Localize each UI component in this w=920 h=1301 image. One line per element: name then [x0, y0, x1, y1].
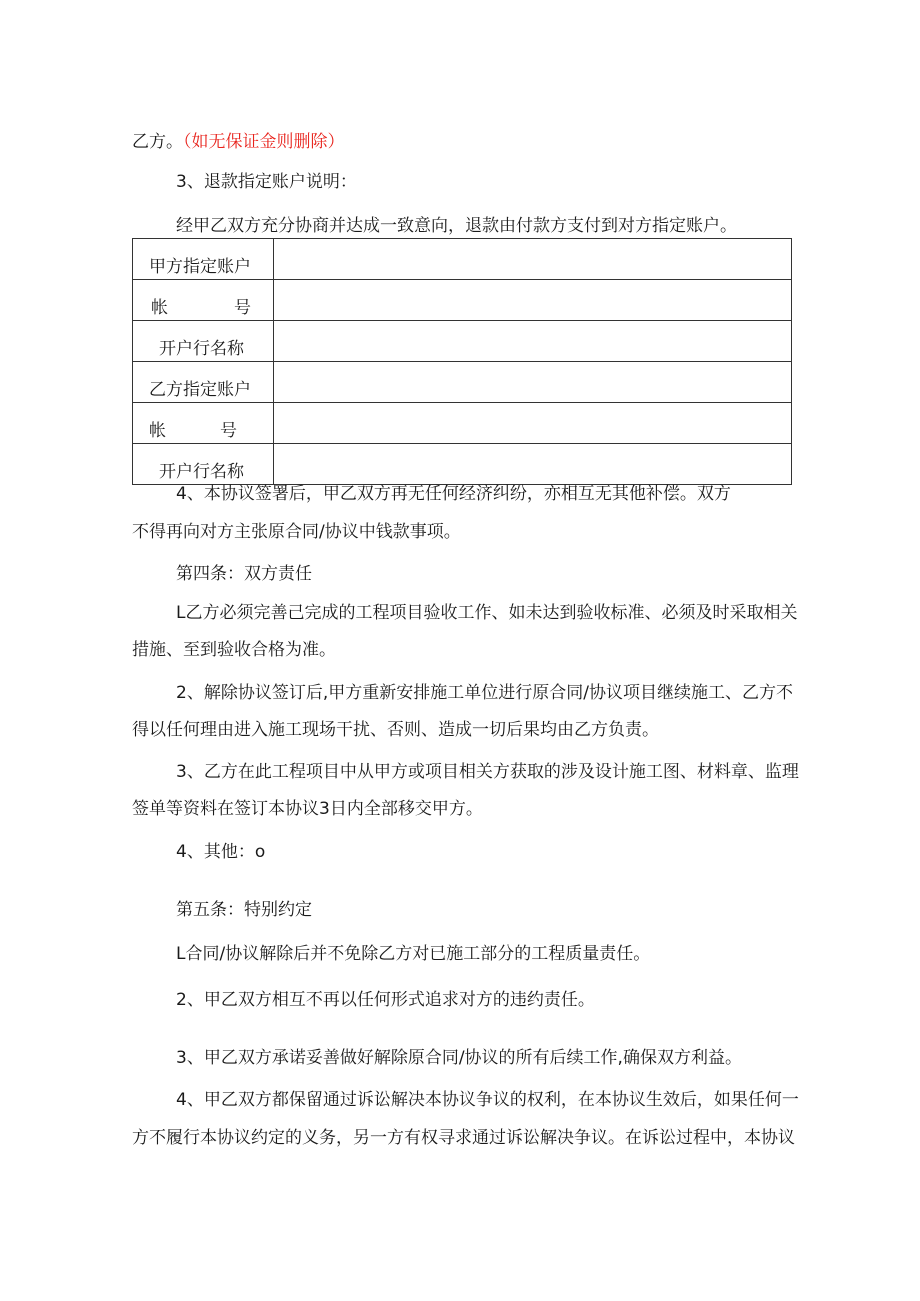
number-label-char-2: 号 — [220, 421, 237, 441]
article-5-item-1: L合同/协议解除后并不免除乙方对已施工部分的工程质量责任。 — [176, 944, 651, 964]
table-row — [133, 403, 792, 444]
party-a-bank-value[interactable] — [274, 321, 792, 362]
article-5-item-4-line-2: 方不履行本协议约定的义务，另一方有权寻求通过诉讼解决争议。在诉讼过程中，本协议 — [132, 1128, 795, 1148]
number-label-char-1: 帐 — [151, 298, 168, 318]
table-label-cell — [133, 403, 274, 444]
article-4-item-1-line-2: 措施、至到验收合格为准。 — [132, 640, 336, 660]
table-label-cell — [133, 362, 274, 403]
party-a-account-value[interactable] — [274, 239, 792, 280]
table-label-cell — [133, 444, 274, 485]
table-row — [133, 444, 792, 485]
article-4-title: 第四条：双方责任 — [176, 564, 312, 584]
party-b-account-label: 乙方指定账户 — [149, 380, 251, 400]
party-b-bank-value[interactable] — [274, 444, 792, 485]
table-row — [133, 280, 792, 321]
article-5-item-2: 2、甲乙双方相互不再以任何形式追求对方的违约责任。 — [176, 990, 595, 1010]
party-b-number-label — [133, 416, 273, 441]
party-a-number-label — [133, 293, 273, 318]
party-b-bank-label: 开户行名称 — [159, 462, 244, 482]
settlement-clause-line-2: 不得再向对方主张原合同/协议中钱款事项。 — [132, 522, 461, 542]
table-label-cell — [133, 239, 274, 280]
number-label-char-2: 号 — [234, 298, 251, 318]
article-5-item-3: 3、甲乙双方承诺妥善做好解除原合同/协议的所有后续工作,确保双方利益。 — [176, 1048, 742, 1068]
number-label-char-1: 帐 — [149, 421, 166, 441]
table-label-cell — [133, 321, 274, 362]
deposit-party-text: 乙方。 — [132, 132, 183, 152]
article-5-title: 第五条：特别约定 — [176, 900, 312, 920]
table-row — [133, 362, 792, 403]
refund-account-description: 经甲乙双方充分协商并达成一致意向，退款由付款方支付到对方指定账户。 — [176, 216, 737, 236]
article-4-item-2-line-1: 2、解除协议签订后,甲方重新安排施工单位进行原合同/协议项目继续施工、乙方不 — [176, 683, 793, 703]
table-label-cell — [133, 280, 274, 321]
party-a-bank-label: 开户行名称 — [159, 339, 244, 359]
article-4-item-2-line-2: 得以任何理由进入施工现场干扰、否则、造成一切后果均由乙方负责。 — [132, 720, 659, 740]
deposit-delete-note: （如无保证金则删除） — [183, 132, 345, 152]
refund-accounts-table — [132, 238, 792, 485]
party-b-number-value[interactable] — [274, 403, 792, 444]
refund-account-heading: 3、退款指定账户说明： — [176, 172, 357, 192]
article-4-item-4: 4、其他：o — [176, 842, 266, 862]
article-4-item-1-line-1: L乙方必须完善己完成的工程项目验收工作、如未达到验收标准、必须及时采取相关 — [176, 603, 798, 623]
article-4-item-3-line-2: 签单等资料在签订本协议3日内全部移交甲方。 — [132, 799, 483, 819]
party-a-account-label: 甲方指定账户 — [149, 257, 251, 277]
article-5-item-4-line-1: 4、甲乙双方都保留通过诉讼解决本协议争议的权利，在本协议生效后，如果任何一 — [176, 1090, 799, 1110]
article-4-item-3-line-1: 3、乙方在此工程项目中从甲方或项目相关方获取的涉及设计施工图、材料章、监理 — [176, 762, 799, 782]
paragraph-deposit-note — [132, 130, 345, 154]
settlement-clause-line-1: 4、本协议签署后，甲乙双方再无任何经济纠纷，亦相互无其他补偿。双方 — [176, 484, 731, 504]
table-row — [133, 321, 792, 362]
party-b-account-value[interactable] — [274, 362, 792, 403]
table-row — [133, 239, 792, 280]
party-a-number-value[interactable] — [274, 280, 792, 321]
